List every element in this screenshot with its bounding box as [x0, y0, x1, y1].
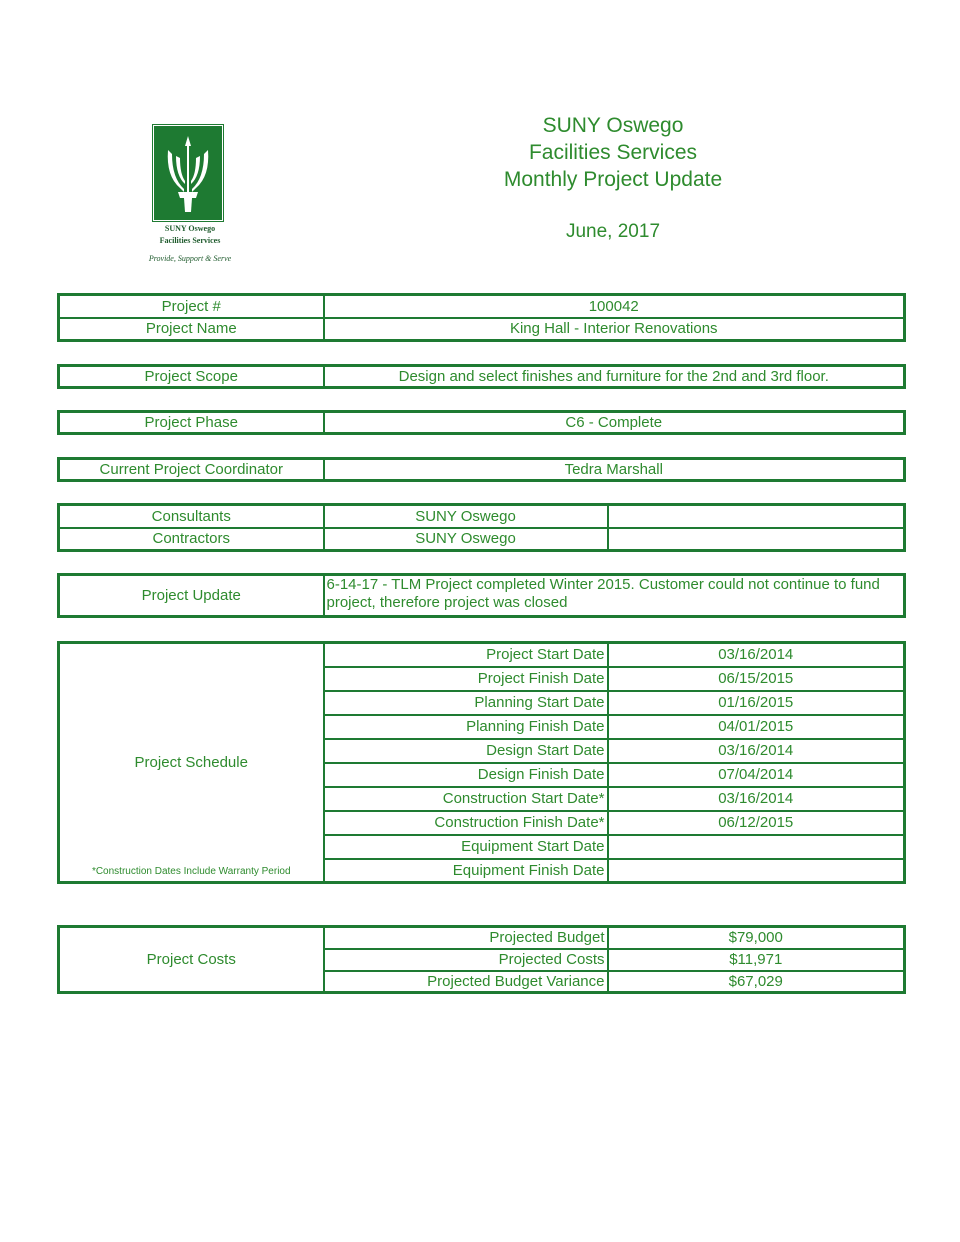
- project-schedule-table: [57, 641, 906, 884]
- trident-icon: [156, 128, 220, 218]
- schedule-row-value: 04/01/2015: [608, 715, 905, 739]
- schedule-row-label: Planning Finish Date: [324, 715, 608, 739]
- project-coordinator-table: [57, 457, 906, 482]
- schedule-row-label: Equipment Start Date: [324, 835, 608, 859]
- project-name-label: Project Name: [59, 318, 324, 341]
- project-phase-label: Project Phase: [59, 412, 324, 434]
- report-title: [440, 112, 786, 193]
- consultants-label: Consultants: [59, 505, 324, 528]
- consultants-table: [57, 503, 906, 552]
- consultants-value: SUNY Oswego: [324, 505, 608, 528]
- schedule-row-value: [608, 859, 905, 883]
- schedule-row-label: Design Finish Date: [324, 763, 608, 787]
- schedule-row-value: 07/04/2014: [608, 763, 905, 787]
- schedule-row-value: 06/15/2015: [608, 667, 905, 691]
- schedule-row-value: 01/16/2015: [608, 691, 905, 715]
- title-report: Monthly Project Update: [503, 168, 723, 191]
- project-scope-table: [57, 364, 906, 389]
- cost-row-label: Projected Budget: [324, 927, 608, 949]
- project-schedule-label-cell: [59, 643, 324, 883]
- project-scope-label: Project Scope: [59, 366, 324, 388]
- project-name-value: King Hall - Interior Renovations: [324, 318, 905, 341]
- coordinator-label: Current Project Coordinator: [59, 459, 324, 481]
- cost-row-value: $11,971: [608, 949, 905, 971]
- contractors-value: SUNY Oswego: [324, 528, 608, 551]
- title-org: SUNY Oswego: [542, 114, 684, 137]
- project-schedule-label: Project Schedule: [134, 754, 248, 771]
- schedule-row-label: Project Finish Date: [324, 667, 608, 691]
- project-update-table: [57, 573, 906, 618]
- schedule-row-value: 06/12/2015: [608, 811, 905, 835]
- schedule-row-value: 03/16/2014: [608, 739, 905, 763]
- schedule-row-label: Equipment Finish Date: [324, 859, 608, 883]
- schedule-row-value: 03/16/2014: [608, 787, 905, 811]
- schedule-row-label: Construction Start Date*: [324, 787, 608, 811]
- project-phase-table: [57, 410, 906, 435]
- project-number-label: Project #: [59, 295, 324, 318]
- logo-tagline: Provide, Support & Serve: [148, 254, 232, 263]
- schedule-footnote: *Construction Dates Include Warranty Period: [91, 866, 291, 877]
- cost-row-value: $79,000: [608, 927, 905, 949]
- schedule-row-label: Project Start Date: [324, 643, 608, 667]
- project-phase-value: C6 - Complete: [324, 412, 905, 434]
- schedule-row-value: [608, 835, 905, 859]
- cost-row-label: Projected Costs: [324, 949, 608, 971]
- consultants-extra-cell: [608, 505, 905, 528]
- coordinator-value: Tedra Marshall: [324, 459, 905, 481]
- title-dept: Facilities Services: [528, 141, 698, 164]
- project-update-label: Project Update: [59, 575, 324, 617]
- schedule-row-value: 03/16/2014: [608, 643, 905, 667]
- contractors-label: Contractors: [59, 528, 324, 551]
- schedule-row-label: Planning Start Date: [324, 691, 608, 715]
- project-id-table: [57, 293, 906, 342]
- schedule-row-label: Design Start Date: [324, 739, 608, 763]
- project-scope-value: Design and select finishes and furniture for the 2nd and 3rd floor.: [324, 366, 905, 388]
- schedule-row-label: Construction Finish Date*: [324, 811, 608, 835]
- logo-dept-text: Facilities Services: [159, 236, 221, 245]
- logo-org-text: SUNY Oswego: [164, 224, 216, 233]
- project-update-value: 6-14-17 - TLM Project completed Winter 2015. Customer could not continue to fund project, therefore project was closed: [324, 575, 905, 617]
- project-number-value: 100042: [324, 295, 905, 318]
- report-date: June, 2017: [565, 221, 661, 242]
- project-costs-label: Project Costs: [59, 927, 324, 993]
- contractors-extra-cell: [608, 528, 905, 551]
- logo: [154, 126, 222, 220]
- project-costs-table: [57, 925, 906, 994]
- cost-row-label: Projected Budget Variance: [324, 971, 608, 993]
- cost-row-value: $67,029: [608, 971, 905, 993]
